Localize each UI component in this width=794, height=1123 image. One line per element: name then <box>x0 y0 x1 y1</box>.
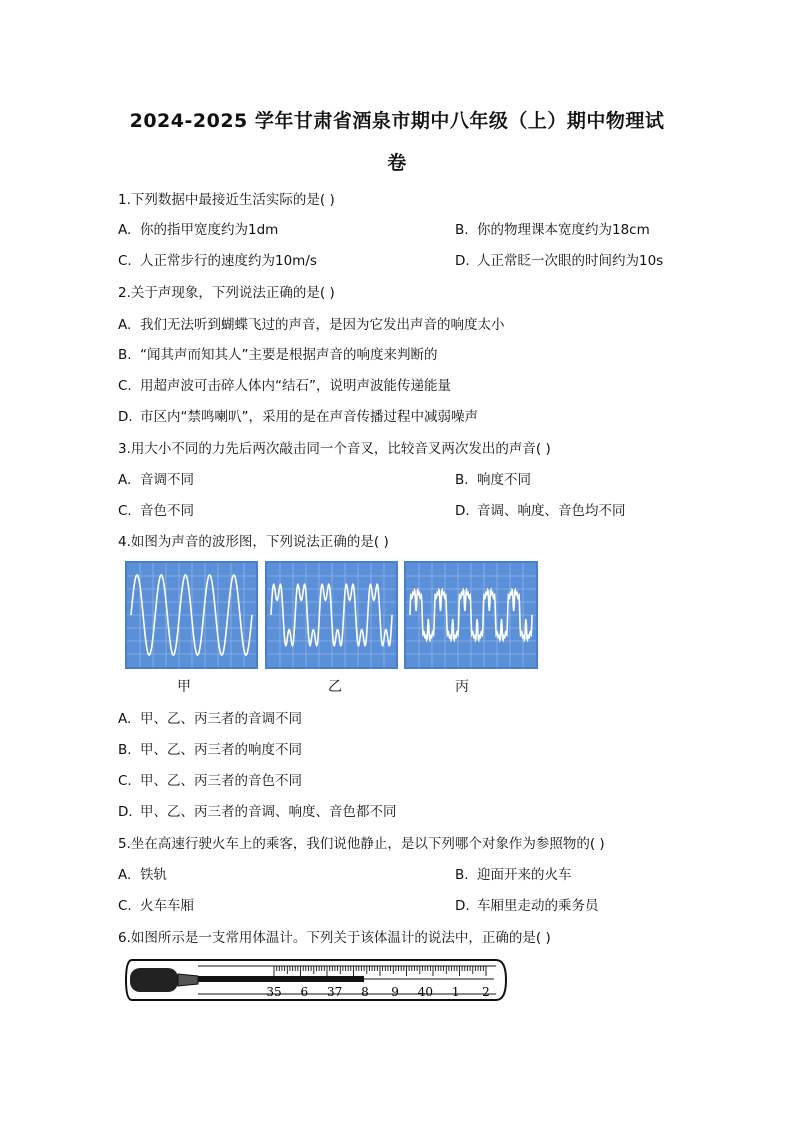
q4-option-c: C. 甲、乙、丙三者的音色不同 <box>118 773 302 789</box>
scale-label: 6 <box>300 985 309 999</box>
waveform-bing-svg <box>406 563 536 667</box>
q4-option-a: A. 甲、乙、丙三者的音调不同 <box>118 711 302 727</box>
question-4-stem: 4.如图为声音的波形图，下列说法正确的是( ) <box>118 534 389 550</box>
scale-label: 37 <box>326 985 343 999</box>
q1-option-d: D. 人正常眨一次眼的时间约为10s <box>455 253 664 269</box>
waveform-panel-jia <box>125 561 258 669</box>
q1-option-a: A. 你的指甲宽度约为1dm <box>118 222 279 238</box>
q5-option-b: B. 迎面开来的火车 <box>455 867 572 883</box>
q4-option-d: D. 甲、乙、丙三者的音调、响度、音色都不同 <box>118 804 397 820</box>
q3-option-a: A. 音调不同 <box>118 472 194 488</box>
mercury-column <box>198 976 364 982</box>
q2-option-a: A. 我们无法听到蝴蝶飞过的声音，是因为它发出声音的响度太小 <box>118 317 505 333</box>
waveform-jia-svg <box>127 563 256 667</box>
q2-option-d: D. 市区内“禁鸣喇叭”，采用的是在声音传播过程中减弱噪声 <box>118 409 478 425</box>
q1-option-c: C. 人正常步行的速度约为10m/s <box>118 253 317 269</box>
scale-label: 8 <box>361 985 369 999</box>
waveform-yi-svg <box>267 563 396 667</box>
question-6-stem: 6.如图所示是一支常用体温计。下列关于该体温计的说法中，正确的是( ) <box>118 930 551 946</box>
q5-option-d: D. 车厢里走动的乘务员 <box>455 898 599 914</box>
scale-label: 35 <box>266 985 282 999</box>
q4-option-b: B. 甲、乙、丙三者的响度不同 <box>118 742 302 758</box>
exam-title-line1: 2024-2025 学年甘肃省酒泉市期中八年级（上）期中物理试 <box>129 110 665 132</box>
question-2-stem: 2.关于声现象，下列说法正确的是( ) <box>118 285 335 301</box>
q3-option-d: D. 音调、响度、音色均不同 <box>455 503 626 519</box>
waveform-panel-bing <box>404 561 538 669</box>
q2-option-c: C. 用超声波可击碎人体内“结石”，说明声波能传递能量 <box>118 378 451 394</box>
waveform-panel-yi <box>265 561 398 669</box>
wave-label-yi: 乙 <box>328 679 342 695</box>
mercury-bulb <box>130 968 178 992</box>
exam-title-line2: 卷 <box>387 152 407 174</box>
wave-label-jia: 甲 <box>177 679 191 695</box>
question-1-stem: 1.下列数据中最接近生活实际的是( ) <box>118 192 335 208</box>
scale-label: 9 <box>391 985 399 999</box>
bulb-neck <box>178 974 198 986</box>
q5-option-a: A. 铁轨 <box>118 867 167 883</box>
q3-option-b: B. 响度不同 <box>455 472 531 488</box>
question-5-stem: 5.坐在高速行驶火车上的乘客，我们说他静止，是以下列哪个对象作为参照物的( ) <box>118 836 605 852</box>
q1-option-b: B. 你的物理课本宽度约为18cm <box>455 222 650 238</box>
scale-label: 1 <box>451 985 460 999</box>
scale-label: 40 <box>417 985 434 999</box>
q5-option-c: C. 火车车厢 <box>118 898 194 914</box>
clinical-thermometer-figure <box>124 952 508 1008</box>
q2-option-b: B. “闻其声而知其人”主要是根据声音的响度来判断的 <box>118 347 438 363</box>
scale-label: 2 <box>482 985 490 999</box>
wave-label-bing: 丙 <box>455 679 469 695</box>
q3-option-c: C. 音色不同 <box>118 503 194 519</box>
question-3-stem: 3.用大小不同的力先后两次敲击同一个音叉，比较音叉两次发出的声音( ) <box>118 441 551 457</box>
